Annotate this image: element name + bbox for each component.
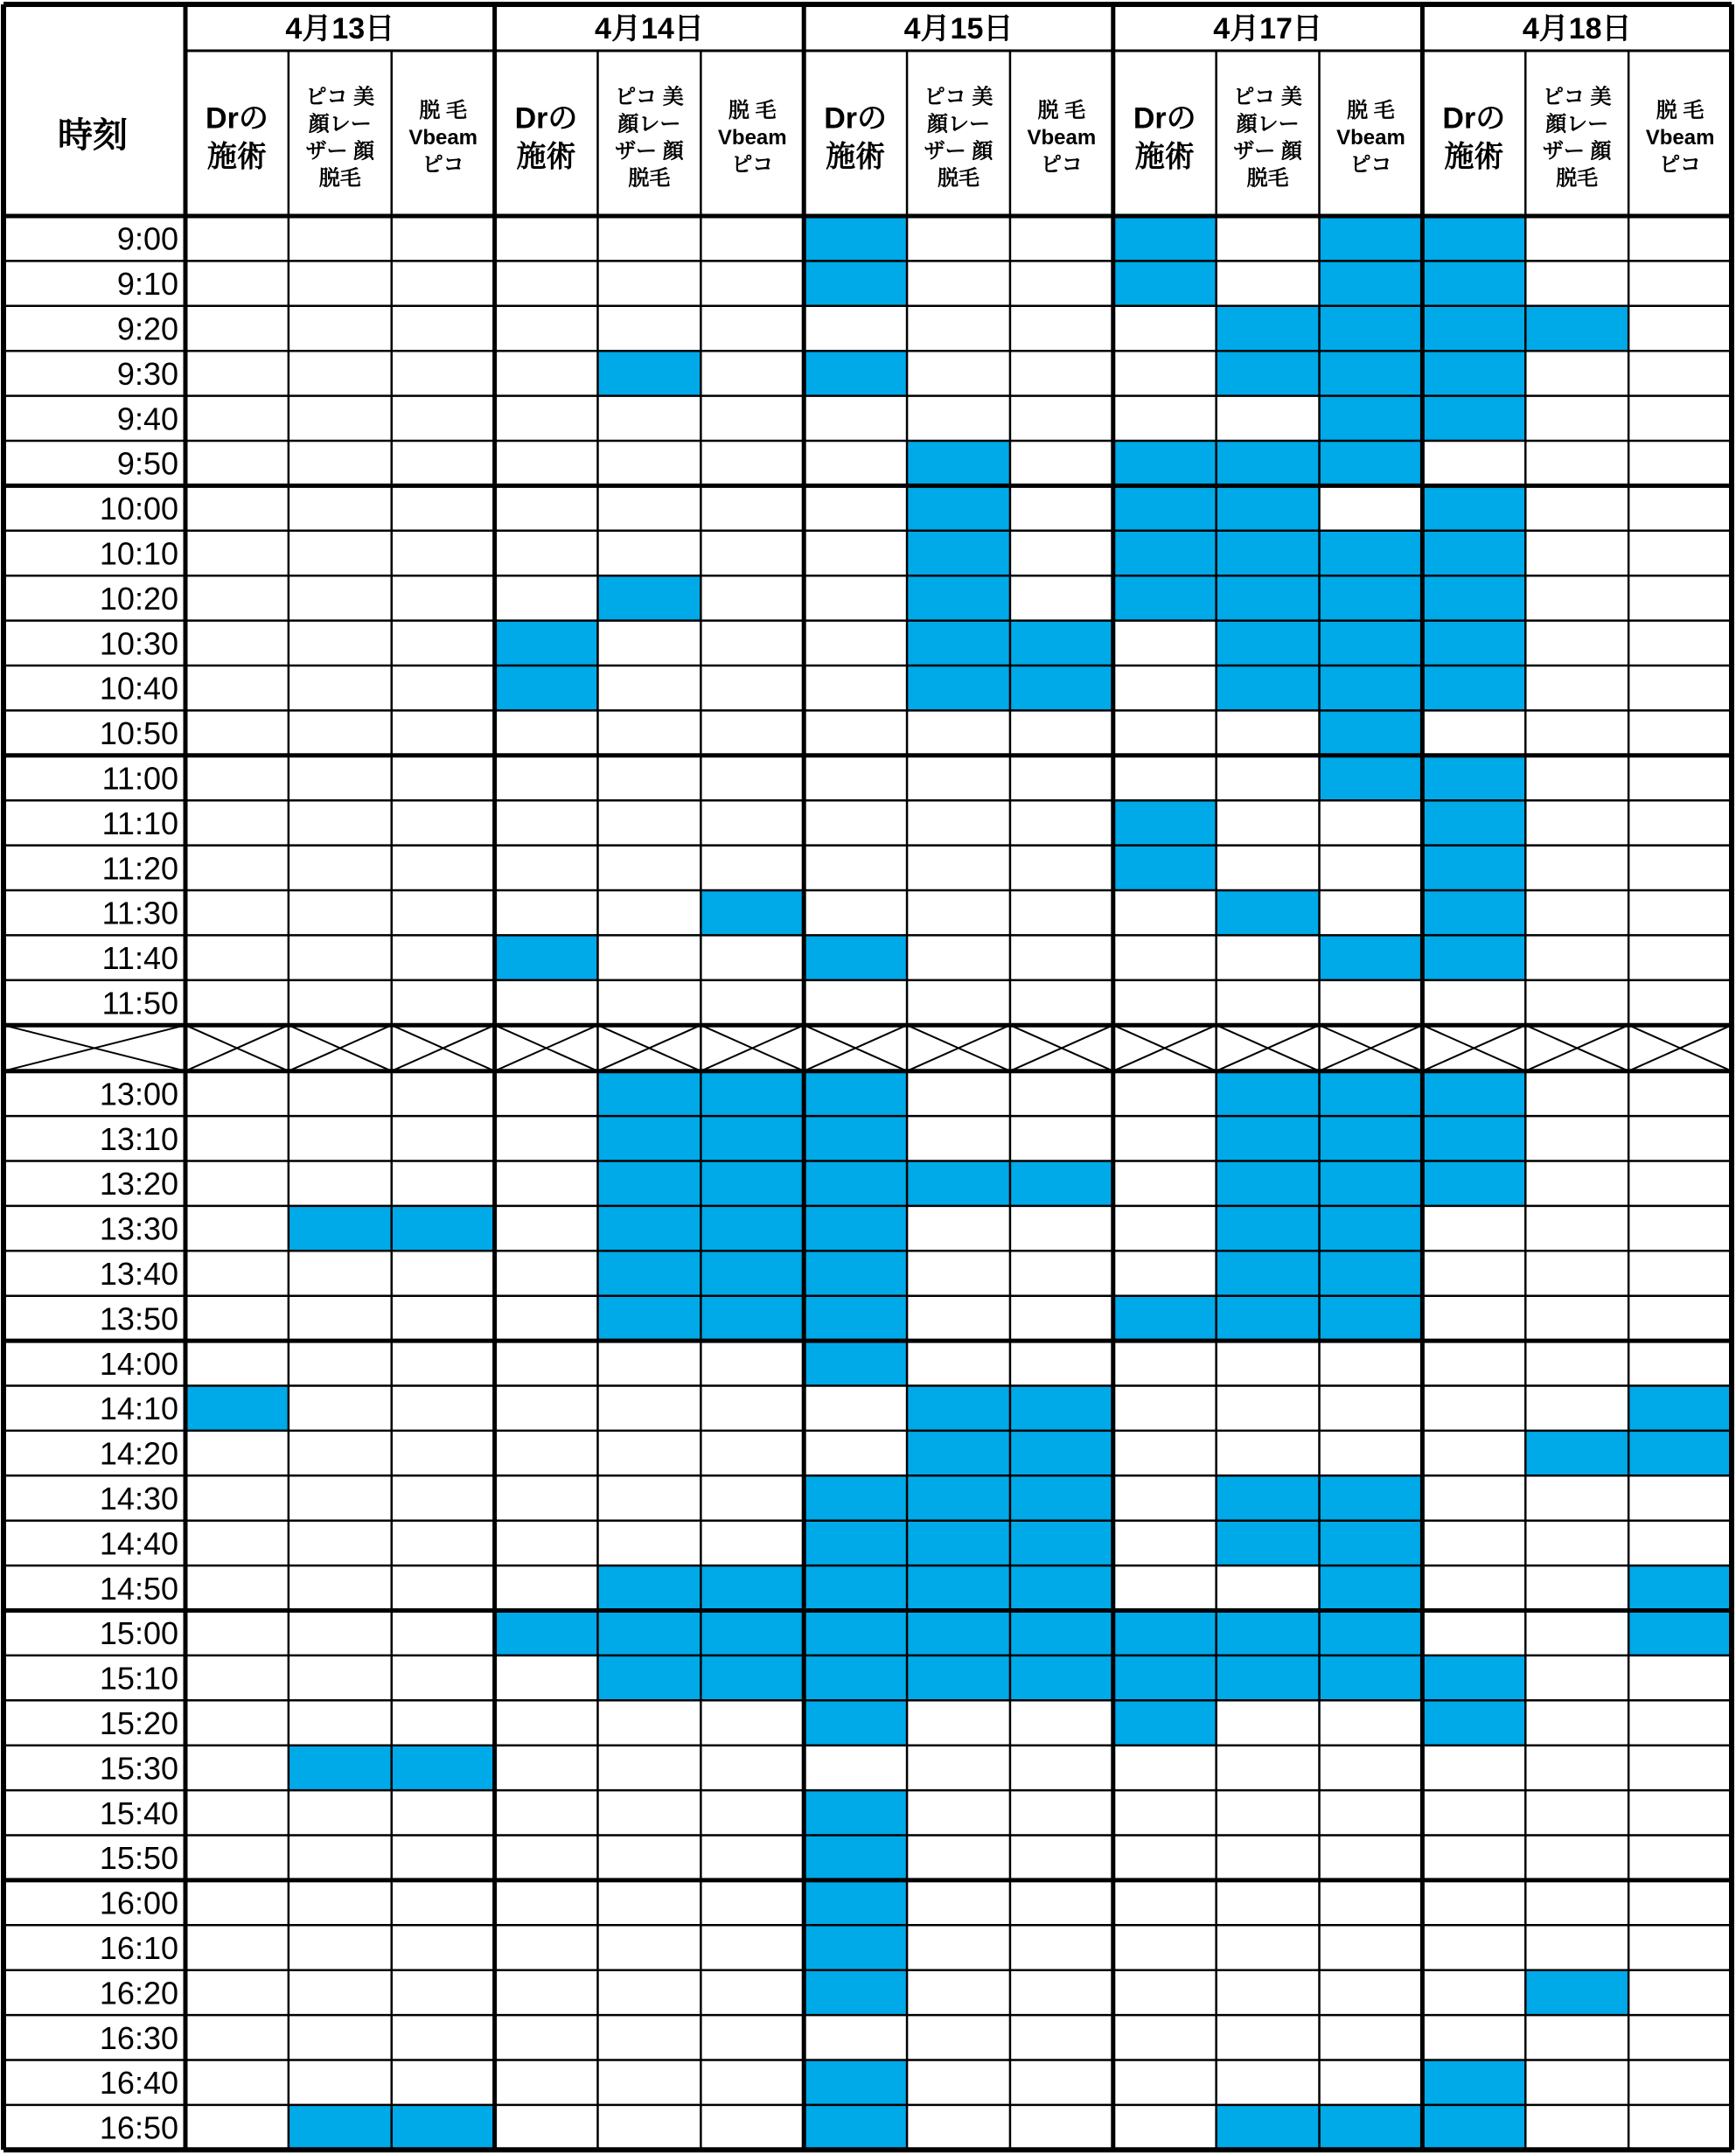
booked-slot-cell <box>1320 1116 1423 1161</box>
sub-column-header: ピコ <box>1040 153 1083 178</box>
sub-column-header: 脱毛 <box>1556 166 1599 191</box>
time-label: 10:40 <box>99 670 178 707</box>
booked-slot-cell <box>1113 1700 1217 1745</box>
booked-slot-cell <box>1217 1251 1320 1295</box>
sub-column-header: Drの <box>1442 101 1506 136</box>
booked-slot-cell <box>804 1116 907 1161</box>
booked-slot-cell <box>1113 441 1217 485</box>
sub-column-header: 脱 毛 <box>1347 99 1395 123</box>
booked-slot-cell <box>597 1565 701 1610</box>
booked-slot-cell <box>1422 1161 1525 1206</box>
time-column-header: 時刻 <box>58 116 128 155</box>
booked-slot-cell <box>804 1565 907 1610</box>
booked-slot-cell <box>597 1161 701 1206</box>
booked-slot-cell <box>1320 575 1423 620</box>
sub-column-header: ピコ <box>422 153 464 178</box>
booked-slot-cell <box>701 1206 804 1251</box>
booked-slot-cell <box>1113 1656 1217 1700</box>
booked-slot-cell <box>804 216 907 261</box>
booked-slot-cell <box>597 1296 701 1341</box>
booked-slot-cell <box>1422 800 1525 845</box>
booked-slot-cell <box>495 935 598 979</box>
date-header: 4月14日 <box>595 12 704 45</box>
booked-slot-cell <box>907 1565 1010 1610</box>
booked-slot-cell <box>907 485 1010 530</box>
booked-slot-cell <box>597 1206 701 1251</box>
booked-slot-cell <box>701 1251 804 1295</box>
booked-slot-cell <box>1422 1116 1525 1161</box>
sub-column-header: 顔レー <box>927 112 990 136</box>
booked-slot-cell <box>495 1611 598 1656</box>
booked-slot-cell <box>597 1611 701 1656</box>
time-label: 10:10 <box>99 535 178 572</box>
booked-slot-cell <box>1320 1611 1423 1656</box>
booked-slot-cell <box>1320 1521 1423 1565</box>
time-label: 9:20 <box>116 310 178 347</box>
sub-column-header: 脱毛 <box>628 166 671 191</box>
booked-slot-cell <box>1422 935 1525 979</box>
time-label: 16:30 <box>99 2019 178 2056</box>
booked-slot-cell <box>1422 396 1525 441</box>
time-label: 14:40 <box>99 1525 178 1562</box>
booked-slot-cell <box>1010 1565 1113 1610</box>
booked-slot-cell <box>1113 575 1217 620</box>
booked-slot-cell <box>1010 1521 1113 1565</box>
booked-slot-cell <box>907 1475 1010 1520</box>
booked-slot-cell <box>1217 1296 1320 1341</box>
booked-slot-cell <box>1010 1611 1113 1656</box>
booked-slot-cell <box>1422 306 1525 351</box>
booked-slot-cell <box>1010 1431 1113 1475</box>
time-label: 14:30 <box>99 1481 178 1516</box>
sub-column-header: Drの <box>1133 101 1196 136</box>
booked-slot-cell <box>1010 666 1113 710</box>
sub-column-header: ピコ 美 <box>924 85 993 109</box>
booked-slot-cell <box>804 1475 907 1520</box>
booked-slot-cell <box>1422 1700 1525 1745</box>
sub-column-header: ザー 顔 <box>305 139 375 164</box>
booked-slot-cell <box>1217 2105 1320 2150</box>
booked-slot-cell <box>1422 2105 1525 2150</box>
time-label: 14:10 <box>99 1391 178 1427</box>
booked-slot-cell <box>907 1656 1010 1700</box>
booked-slot-cell <box>1525 1970 1628 2015</box>
booked-slot-cell <box>1010 1386 1113 1431</box>
booked-slot-cell <box>1217 1475 1320 1520</box>
booked-slot-cell <box>804 1206 907 1251</box>
booked-slot-cell <box>804 1970 907 2015</box>
booked-slot-cell <box>701 890 804 935</box>
booked-slot-cell <box>804 1296 907 1341</box>
booked-slot-cell <box>289 1206 392 1251</box>
sub-column-header: 施術 <box>206 140 267 174</box>
booked-slot-cell <box>701 1161 804 1206</box>
booked-slot-cell <box>1217 351 1320 395</box>
time-label: 16:00 <box>99 1885 178 1921</box>
booked-slot-cell <box>1628 1431 1732 1475</box>
booked-slot-cell <box>804 1700 907 1745</box>
time-label: 14:00 <box>99 1345 178 1382</box>
time-label: 10:00 <box>99 491 178 527</box>
cell-layer <box>185 216 1732 2150</box>
booked-slot-cell <box>804 2105 907 2150</box>
sub-column-header: ザー 顔 <box>615 139 684 164</box>
booked-slot-cell <box>1422 756 1525 800</box>
booked-slot-cell <box>1320 261 1423 305</box>
sub-column-header: 顔レー <box>617 112 681 136</box>
booked-slot-cell <box>1217 441 1320 485</box>
sub-column-header: 脱毛 <box>1246 166 1289 191</box>
booked-slot-cell <box>907 666 1010 710</box>
booked-slot-cell <box>1320 1475 1423 1520</box>
booked-slot-cell <box>1422 575 1525 620</box>
time-label: 13:00 <box>99 1076 178 1112</box>
booked-slot-cell <box>1422 351 1525 395</box>
booked-slot-cell <box>1217 666 1320 710</box>
time-label: 11:50 <box>101 985 178 1021</box>
booked-slot-cell <box>1010 1161 1113 1206</box>
sub-column-header: 顔レー <box>1236 112 1300 136</box>
booked-slot-cell <box>804 351 907 395</box>
sub-column-header: Vbeam <box>1027 126 1097 150</box>
time-label: 15:40 <box>99 1795 178 1831</box>
booked-slot-cell <box>597 1071 701 1116</box>
time-label: 10:20 <box>99 580 178 617</box>
sub-column-header: 施術 <box>1134 140 1195 174</box>
booked-slot-cell <box>907 531 1010 575</box>
booked-slot-cell <box>1217 306 1320 351</box>
sub-column-header: Drの <box>206 101 268 136</box>
booked-slot-cell <box>495 666 598 710</box>
sub-column-header: ザー 顔 <box>924 139 993 164</box>
booked-slot-cell <box>597 351 701 395</box>
booked-slot-cell <box>1422 261 1525 305</box>
booked-slot-cell <box>1525 1431 1628 1475</box>
booked-slot-cell <box>1422 2060 1525 2105</box>
time-label: 11:20 <box>101 850 178 887</box>
booked-slot-cell <box>1320 396 1423 441</box>
time-label: 16:10 <box>99 1930 178 1966</box>
booked-slot-cell <box>1217 621 1320 666</box>
sub-column-header: Vbeam <box>717 126 787 150</box>
booked-slot-cell <box>1217 1206 1320 1251</box>
booked-slot-cell <box>289 2105 392 2150</box>
time-label: 14:50 <box>99 1570 178 1607</box>
booked-slot-cell <box>804 1611 907 1656</box>
booked-slot-cell <box>1628 1386 1732 1431</box>
booked-slot-cell <box>1422 890 1525 935</box>
booked-slot-cell <box>1320 1071 1423 1116</box>
sub-column-header: Drの <box>824 101 888 136</box>
booked-slot-cell <box>1320 756 1423 800</box>
booked-slot-cell <box>1113 485 1217 530</box>
booked-slot-cell <box>804 261 907 305</box>
booked-slot-cell <box>597 575 701 620</box>
booked-slot-cell <box>1320 216 1423 261</box>
sub-column-header: Drの <box>514 101 578 136</box>
booked-slot-cell <box>1320 710 1423 755</box>
time-label: 16:40 <box>99 2065 178 2102</box>
booked-slot-cell <box>907 1161 1010 1206</box>
time-label: 15:50 <box>99 1840 178 1877</box>
time-label: 14:20 <box>99 1435 178 1472</box>
booked-slot-cell <box>1320 1206 1423 1251</box>
booked-slot-cell <box>1422 485 1525 530</box>
sub-column-header: Vbeam <box>1336 126 1405 150</box>
booked-slot-cell <box>701 1565 804 1610</box>
booked-slot-cell <box>597 1251 701 1295</box>
sub-column-header: 顔レー <box>308 112 372 136</box>
sub-column-header: ピコ 美 <box>615 85 684 109</box>
time-label: 13:50 <box>99 1300 178 1337</box>
sub-column-header: 脱 毛 <box>1656 99 1705 123</box>
booked-slot-cell <box>701 1116 804 1161</box>
booked-slot-cell <box>804 935 907 979</box>
booked-slot-cell <box>907 1611 1010 1656</box>
time-label: 13:20 <box>99 1166 178 1202</box>
time-label: 9:00 <box>116 220 178 257</box>
booked-slot-cell <box>1217 1116 1320 1161</box>
time-labels <box>100 221 178 2146</box>
booked-slot-cell <box>1422 666 1525 710</box>
booked-slot-cell <box>1010 1475 1113 1520</box>
booked-slot-cell <box>1422 1071 1525 1116</box>
booked-slot-cell <box>1422 531 1525 575</box>
booked-slot-cell <box>907 621 1010 666</box>
booked-slot-cell <box>804 1521 907 1565</box>
booked-slot-cell <box>907 441 1010 485</box>
booked-slot-cell <box>185 1386 289 1431</box>
sub-column-header: Vbeam <box>408 126 478 150</box>
booked-slot-cell <box>1422 1656 1525 1700</box>
time-label: 16:20 <box>99 1975 178 2011</box>
sub-column-header: 脱 毛 <box>419 99 468 123</box>
booked-slot-cell <box>1217 1611 1320 1656</box>
booked-slot-cell <box>804 1656 907 1700</box>
booked-slot-cell <box>392 2105 495 2150</box>
booked-slot-cell <box>1320 1161 1423 1206</box>
time-label: 9:10 <box>116 266 178 303</box>
sub-column-header: ピコ 美 <box>1233 85 1302 109</box>
booked-slot-cell <box>1320 1251 1423 1295</box>
sub-column-header: ザー 顔 <box>1233 139 1302 164</box>
booked-slot-cell <box>1113 800 1217 845</box>
time-label: 9:50 <box>116 445 178 482</box>
time-label: 11:30 <box>101 895 178 931</box>
booked-slot-cell <box>804 1880 907 1925</box>
time-label: 11:40 <box>101 940 178 977</box>
booked-slot-cell <box>1113 531 1217 575</box>
booked-slot-cell <box>1422 216 1525 261</box>
booked-slot-cell <box>804 1790 907 1835</box>
booked-slot-cell <box>701 1656 804 1700</box>
time-label: 13:10 <box>99 1120 178 1157</box>
booked-slot-cell <box>1320 935 1423 979</box>
time-label: 9:40 <box>116 401 178 437</box>
booked-slot-cell <box>1320 2105 1423 2150</box>
booked-slot-cell <box>907 1431 1010 1475</box>
time-label: 10:50 <box>99 715 178 752</box>
booked-slot-cell <box>804 1341 907 1385</box>
date-header: 4月15日 <box>903 12 1014 45</box>
booked-slot-cell <box>1525 306 1628 351</box>
booked-slot-cell <box>1010 621 1113 666</box>
booked-slot-cell <box>804 1836 907 1880</box>
time-label: 15:10 <box>99 1660 178 1697</box>
booked-slot-cell <box>1320 1296 1423 1341</box>
table-header <box>58 12 1714 191</box>
booked-slot-cell <box>1113 261 1217 305</box>
date-header: 4月18日 <box>1522 12 1632 45</box>
booked-slot-cell <box>392 1206 495 1251</box>
booked-slot-cell <box>1113 846 1217 890</box>
booked-slot-cell <box>495 621 598 666</box>
booked-slot-cell <box>1217 531 1320 575</box>
booked-slot-cell <box>1217 1161 1320 1206</box>
booked-slot-cell <box>1320 1565 1423 1610</box>
booked-slot-cell <box>597 1656 701 1700</box>
booked-slot-cell <box>1628 1611 1732 1656</box>
booked-slot-cell <box>804 1925 907 1969</box>
sub-column-header: Vbeam <box>1645 126 1715 150</box>
sub-column-header: 施術 <box>516 140 576 174</box>
time-label: 11:10 <box>101 805 178 841</box>
sub-column-header: 施術 <box>1444 140 1504 174</box>
booked-slot-cell <box>1422 621 1525 666</box>
sub-column-header: 顔レー <box>1545 112 1609 136</box>
sub-column-header: ピコ 美 <box>305 85 375 109</box>
booked-slot-cell <box>1113 1611 1217 1656</box>
booked-slot-cell <box>804 1251 907 1295</box>
sub-column-header: ピコ 美 <box>1542 85 1612 109</box>
sub-column-header: ピコ <box>1349 153 1392 178</box>
lunch-break-row <box>3 1025 1732 1071</box>
booked-slot-cell <box>1217 890 1320 935</box>
booked-slot-cell <box>1217 1521 1320 1565</box>
booked-slot-cell <box>701 1296 804 1341</box>
booked-slot-cell <box>392 1746 495 1790</box>
booked-slot-cell <box>804 1161 907 1206</box>
booked-slot-cell <box>1113 1296 1217 1341</box>
time-label: 9:30 <box>116 355 178 392</box>
date-header: 4月17日 <box>1213 12 1322 45</box>
booked-slot-cell <box>804 2060 907 2105</box>
booked-slot-cell <box>1217 1656 1320 1700</box>
sub-column-header: 脱 毛 <box>1037 99 1086 123</box>
time-label: 15:30 <box>99 1750 178 1787</box>
time-label: 11:00 <box>101 760 178 797</box>
booked-slot-cell <box>1320 441 1423 485</box>
booked-slot-cell <box>907 1386 1010 1431</box>
booked-slot-cell <box>1320 351 1423 395</box>
booked-slot-cell <box>907 575 1010 620</box>
booked-slot-cell <box>804 1071 907 1116</box>
booked-slot-cell <box>1320 531 1423 575</box>
sub-column-header: 脱 毛 <box>728 99 777 123</box>
booked-slot-cell <box>701 1611 804 1656</box>
booked-slot-cell <box>1320 666 1423 710</box>
booked-slot-cell <box>1320 306 1423 351</box>
booked-slot-cell <box>1422 846 1525 890</box>
booked-slot-cell <box>1217 575 1320 620</box>
time-label: 15:20 <box>99 1705 178 1741</box>
booked-slot-cell <box>907 1521 1010 1565</box>
sub-column-header: ザー 顔 <box>1542 139 1612 164</box>
booked-slot-cell <box>289 1746 392 1790</box>
sub-column-header: 施術 <box>826 140 886 174</box>
time-label: 15:00 <box>99 1615 178 1652</box>
sub-column-header: ピコ <box>731 153 774 178</box>
time-label: 13:40 <box>99 1256 178 1292</box>
booked-slot-cell <box>1320 1656 1423 1700</box>
booked-slot-cell <box>1628 1565 1732 1610</box>
booked-slot-cell <box>1217 1071 1320 1116</box>
booked-slot-cell <box>597 1116 701 1161</box>
time-label: 10:30 <box>99 625 178 662</box>
sub-column-header: 脱毛 <box>318 166 361 191</box>
booked-slot-cell <box>1010 1656 1113 1700</box>
booked-slot-cell <box>701 1071 804 1116</box>
booked-slot-cell <box>1217 485 1320 530</box>
booked-slot-cell <box>1113 216 1217 261</box>
date-header: 4月13日 <box>285 12 395 45</box>
sub-column-header: ピコ <box>1659 153 1702 178</box>
sub-column-header: 脱毛 <box>938 166 980 191</box>
booked-slot-cell <box>1320 621 1423 666</box>
time-label: 16:50 <box>99 2109 178 2146</box>
time-label: 13:30 <box>99 1210 178 1247</box>
